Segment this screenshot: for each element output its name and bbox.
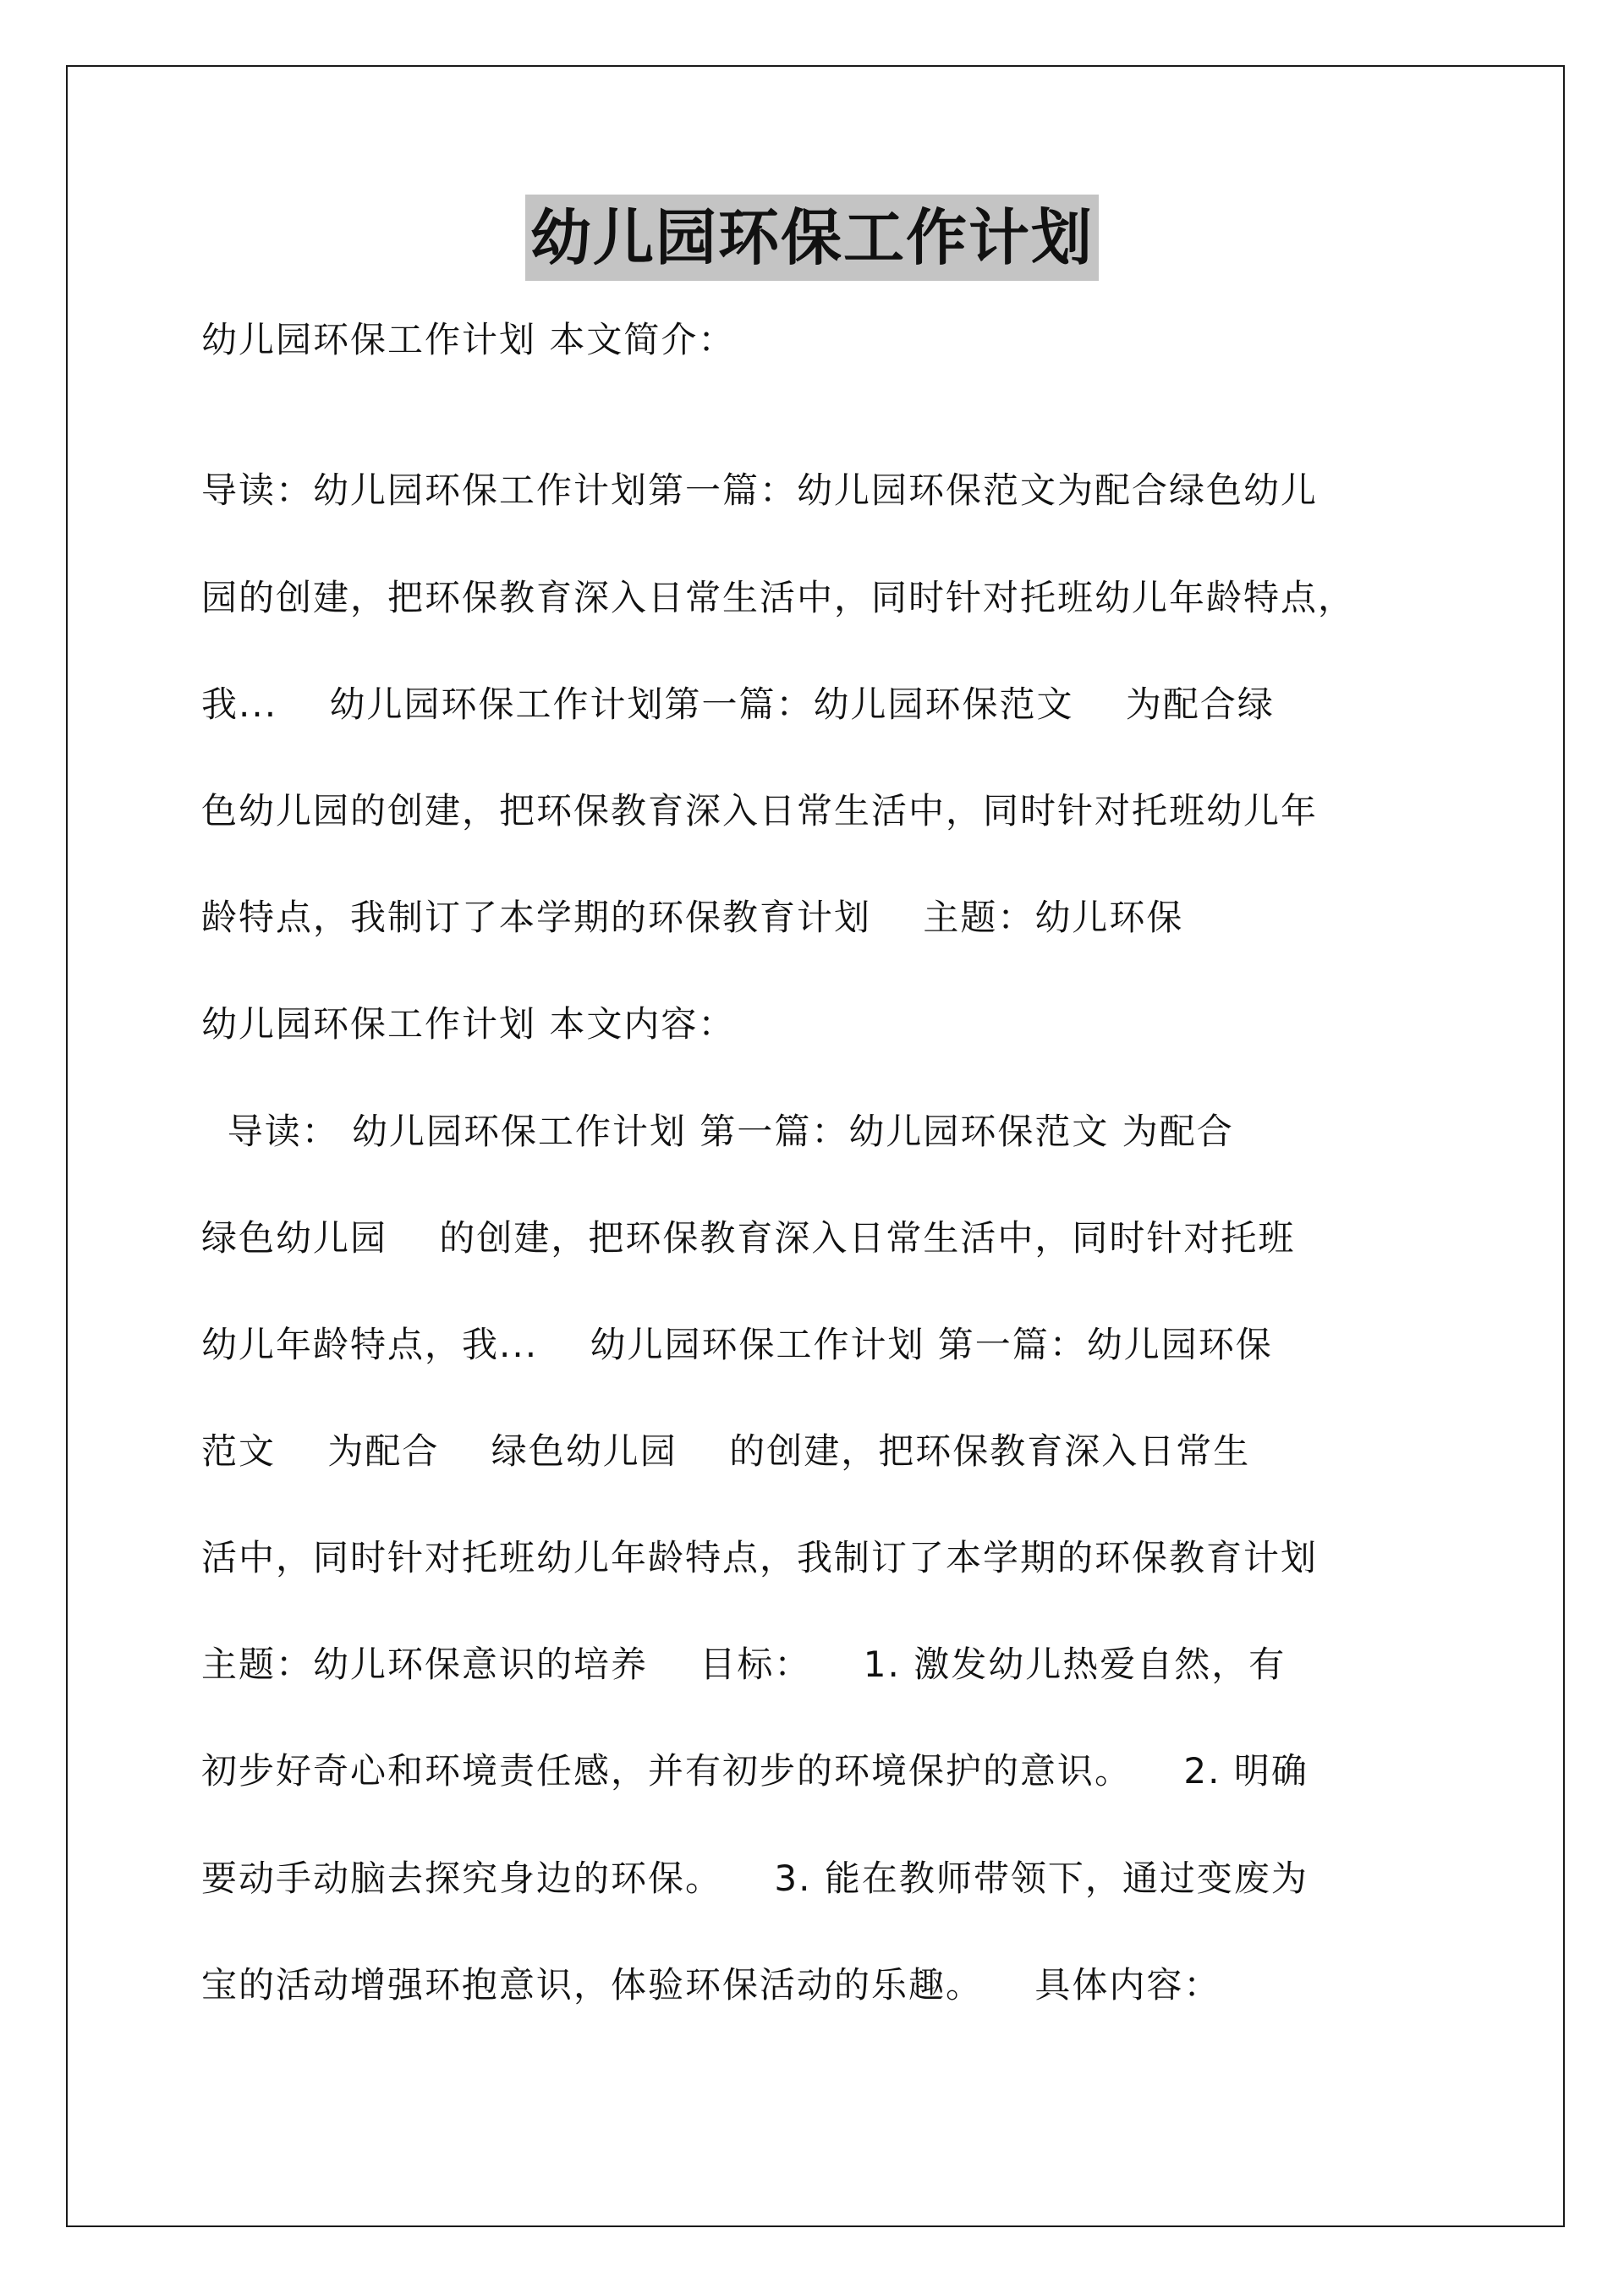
text-line: 要动手动脑去探究身边的环保。 3. 能在教师带领下，通过变废为 <box>201 1858 1309 1899</box>
text-line: 活中，同时针对托班幼儿年龄特点，我制订了本学期的环保教育计划 <box>201 1537 1319 1578</box>
text-line: 我... 幼儿园环保工作计划第一篇：幼儿园环保范文 为配合绿 <box>201 683 1275 725</box>
text-line: 绿色幼儿园 的创建，把环保教育深入日常生活中，同时针对托班 <box>201 1217 1296 1259</box>
title-container <box>0 195 1624 281</box>
document-title: 幼儿园环保工作计划 <box>525 195 1099 281</box>
text-line: 幼儿园环保工作计划 本文简介： <box>201 319 736 360</box>
text-line: 导读： 幼儿园环保工作计划 第一篇：幼儿园环保范文 为配合 <box>201 1111 1234 1152</box>
text-line: 宝的活动增强环抱意识，体验环保活动的乐趣。 具体内容： <box>201 1964 1221 2006</box>
text-line: 初步好奇心和环境责任感，并有初步的环境保护的意识。 2. 明确 <box>201 1750 1309 1792</box>
text-line: 园的创建，把环保教育深入日常生活中，同时针对托班幼儿年龄特点， <box>201 577 1356 618</box>
text-line: 幼儿园环保工作计划 本文内容： <box>201 1003 736 1045</box>
text-line: 龄特点，我制订了本学期的环保教育计划 主题：幼儿环保 <box>201 897 1184 938</box>
text-line: 导读：幼儿园环保工作计划第一篇：幼儿园环保范文为配合绿色幼儿 <box>201 469 1319 511</box>
text-line: 范文 为配合 绿色幼儿园 的创建，把环保教育深入日常生 <box>201 1430 1251 1472</box>
text-line: 主题：幼儿环保意识的培养 目标： 1. 激发幼儿热爱自然，有 <box>201 1644 1287 1685</box>
text-line: 色幼儿园的创建，把环保教育深入日常生活中，同时针对托班幼儿年 <box>201 790 1319 831</box>
text-line: 幼儿年龄特点，我... 幼儿园环保工作计划 第一篇：幼儿园环保 <box>201 1324 1273 1365</box>
